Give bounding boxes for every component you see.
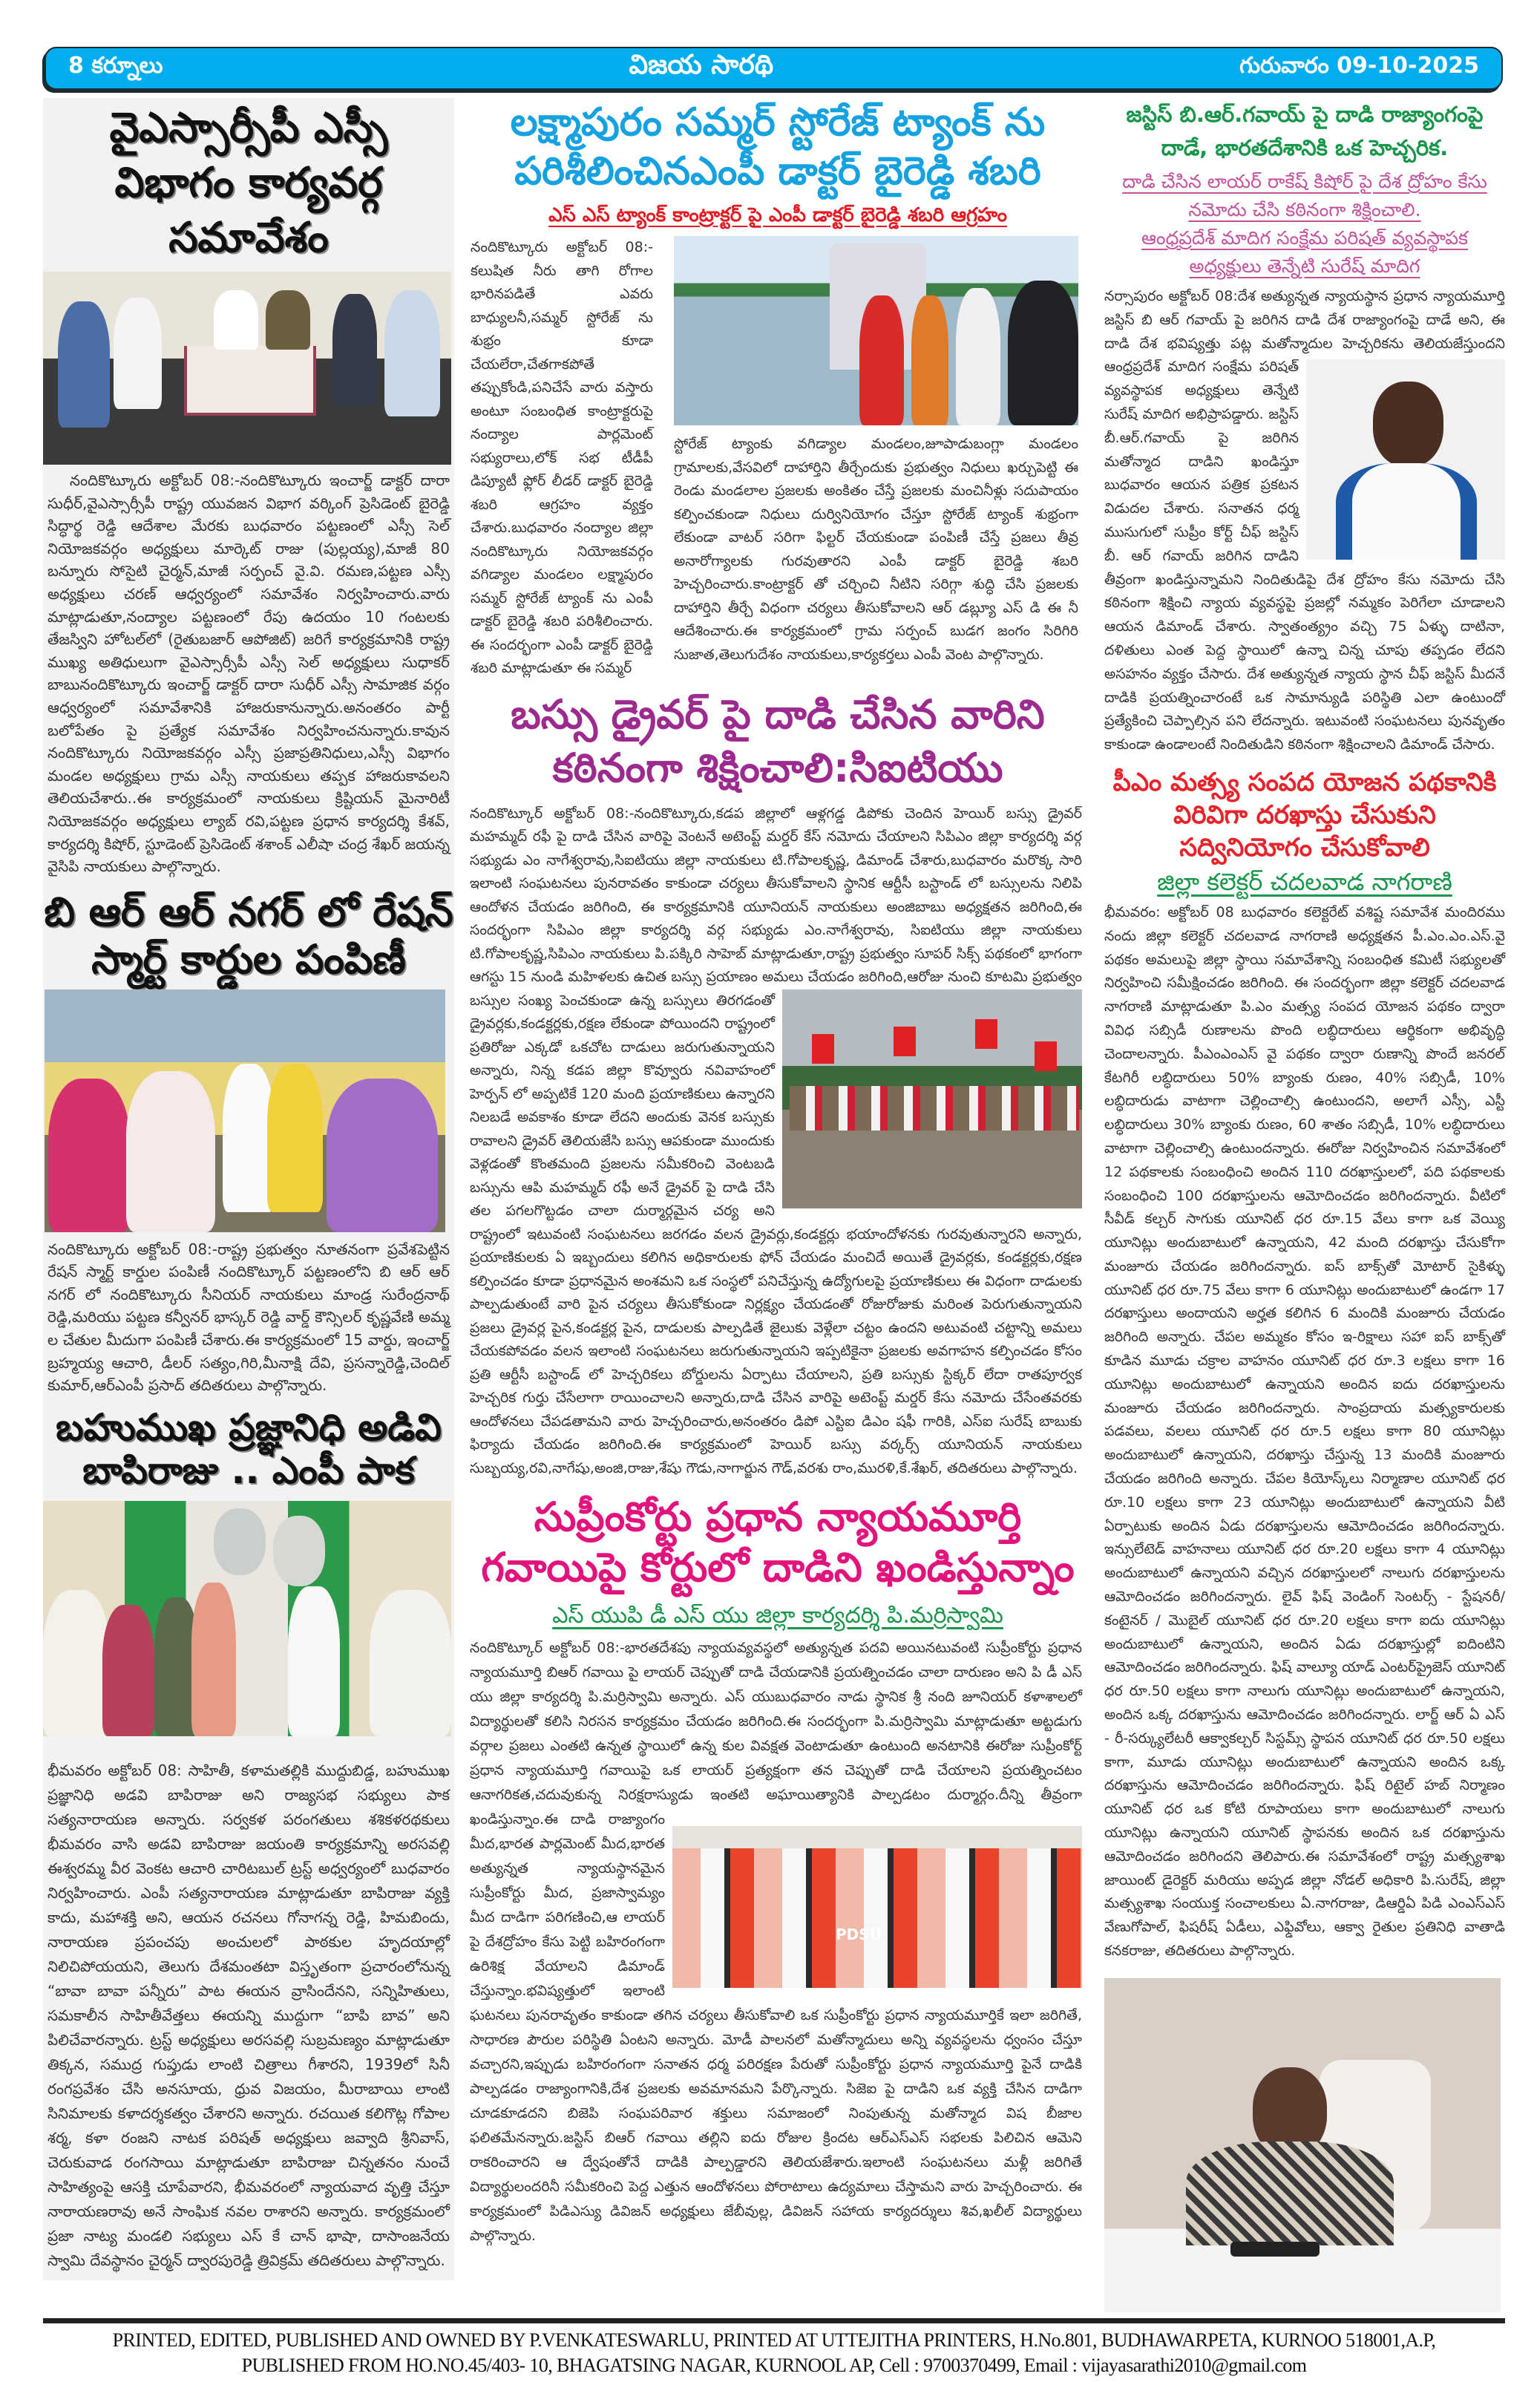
person-figure <box>48 1079 130 1232</box>
person-figure <box>191 1583 236 1736</box>
red-flag <box>894 1027 916 1056</box>
headline-cji-attack-condemn: సుప్రీంకోర్టు ప్రధాన న్యాయమూర్తి గవాయిపై కోర్టులో దాడిని ఖండిస్తున్నాం <box>481 1493 1075 1591</box>
article-tank-body-col1: నందికొట్కూరు అక్టోబర్ 08:-కలుషిత నీరు తాగి రోగాల భారినపడితే ఎవరు బాధ్యులనీ,సమ్మర్ స్టోరేజ్ ను శుభ్రం కూడా చేయలేరా,చేతగాకపోతే తప్పుకోండి,పనిచేసే వారు వస్తారు అంటూ సంబంధిత కాంట్రాక్టరుపై నంద్యాల పార్లమెంట్ సభ్యురాలు,లోక్ సభ టీడీపీ డిప్యూటీ ఫ్లోర్ లీడర్ డాక్టర్ బైరెడ్డి శబరి ఆగ్రహం వ్యక్తం చేశారు.బుధవారం నంద్యాల జిల్లా నందికొట్కూరు నియోజకవర్గం వగిడ్యాల మండలం లక్ష్మాపురం సమ్మర్ స్టోరేజ్ ట్యాంక్ ను ఎంపీ డాక్టర్ బైరెడ్డి శబరి పరిశీలించారు. ఈ సందర్భంగా ఎంపీ డాక్టర్ బైరెడ్డి శబరి మాట్లాడుతూ ఈ సమ్మర్ <box>471 239 653 676</box>
person-figure <box>1008 281 1078 425</box>
article-ysrcp-body: నందికొట్కూరు అక్టోబర్ 08:-నందికొట్కూరు ఇంచార్జ్ డాక్టర్ దారా సుధీర్,వైఎస్సార్సీపీ రాష్ట్ర యువజన విభాగ వర్కింగ్ ప్రెసిడెంట్ బైరెడ్డి సిద్ధార్థ రెడ్డి ఆదేశాల మేరకు బుధవారం పట్టణంలో ఎస్సీ సెల్ నియోజకవర్గం అధ్యక్షులు మార్కెట్ రాజు (పుల్లయ్య),మాజీ 80 బన్నూరు సోసైటి చైర్మన్,మాజీ సర్పంచ్ వై.వి. రమణ,పట్టణ ఎస్సీ అధ్యక్షులు చరణ్ ఆధ్వర్యంలో సమావేశం నిర్వహించారు.వారు మాట్లాడుతూ,నంద్యాల పట్టణంలో రేపు ఉదయం 10 గంటలకు తేజస్విని హోటల్‌లో (రైతుబజార్ ఆపోజిట్) జరిగే కార్యక్రమానికి రాష్ట్ర ముఖ్య అతిధులుగా వైఎస్సార్సీపీ ఎస్సీ సెల్ అధ్యక్షులు సుధాకర్ బాబునందికొట్కూరు ఇంచార్జ్ డాక్టర్ దారా సుధీర్ ఎస్సీ సామాజిక వర్గం ఆధ్వర్యంలో సమావేశానికి హాజరుకానున్నారు.అనంతరం పార్టీ బలోపేతం పై ప్రత్యేక సమావేశం నిర్వహించనున్నారు.కావున నందికొట్కూరు నియోజకవర్గం ఎస్సీ ప్రజాప్రతినిధులు,ఎస్సీ విభాగం మండల అధ్యక్షులు గ్రామ ఎస్సీ నాయకులు తప్పక హాజరుకావలని తెలియచేశారు..ఈ కార్యక్రమంలో నాయకులు క్రిష్టియన్ మైనారిటీ నియోజకవర్గం అధ్యక్షులు ల్యాబ్ రవి,పట్టణ ప్రధాన కార్యదర్శి కేశవ్, కార్యదర్శి కిషోర్, స్టూడెంట్ ప్రెసిడెంట్ శశాంక్ ఎలీషా చంద్ర శేఖర్ జయన్న వైసిపి నాయకులు పాల్గొన్నారు. <box>47 471 450 876</box>
person-figure <box>288 1586 340 1736</box>
person-figure <box>126 1071 215 1232</box>
article-bapiraju-body: భీమవరం అక్టోబర్ 08: సాహితీ, కళామతల్లికి ముద్దుబిడ్డ, బహుముఖ ప్రజ్ఞానిధి అడవి బాపిరాజు అని రాజ్యసభ సభ్యులు పాక సత్యనారాయణ అన్నారు. సర్వకళ పరంగతులు శశికళరథకులు భీమవరం వాసి అడవి బాపిరాజు జయంతి కార్యక్రమాన్ని అరసవల్లి ఈశ్వరమ్మ వీర వెంకట ఆచారి చారిటబుల్ ట్రస్ట్ అధ్వర్యంలో బుధవారం నిర్వహించారు. ఎంపీ సత్యనారాయణ మాట్లాడుతూ బాపిరాజు వ్యక్తి కాదు, మహాశక్తి అని, ఆయన రచనలు గోనాగన్న రెడ్డి, హిమబిందు, నారాయణ ప్రపంచపు అంచులలో పాఠకుల హృదయాల్లో నిలిచిపోయయని, తెలుగు దేశమంతటా విస్తృతంగా ప్రచారంలోనున్న “బావా బావా పన్నీరు” పాట ఈయన వ్రాసిందేనని, సన్నిహితులు, సమకాలీన సాహితీవేత్తలు ఈయన్ని ముద్దుగా “బాపి బావ” అని పిలిచేవారన్నారు. ట్రస్ట్ అధ్యక్షులు అరసవల్లి సుబ్రమణ్యం మాట్లాడుతూ తిక్కన, సముద్ర గుప్తుడు లాంటి చిత్రాలు గీశారని, 1939లో సినీ రంగప్రవేశం చేసి అనసూయ, ధ్రువ విజయం, మీరాబాయి లాంటి సినిమాలకు కళాదర్శకత్వం చేశారని అన్నారు. రచయిత కలిగొట్ల గోపాల శర్మ, కళా రంజని నాటక పరిషత్ అధ్యక్షులు జవ్వాది శ్రీనివాస్, చెరుకువాడ రంగసాయి మాట్లాడుతూ బాపిరాజు చిన్నతనం నుంచే సాహిత్యంపై ఆసక్తి చూపేవారని, భీమవరంలో న్యాయవాద వృత్తి చేస్తూ నారాయణరావు అనే సాంఘిక నవల రాశారని అన్నారు. కార్యక్రమంలో ప్రజా నాట్య మండలి సభ్యులు ఎస్ కే చాన్ భాషా, దాసాంజనేయ స్వామి దేవస్థానం చైర్మన్ ద్వారపురెడ్డి త్రివిక్రమ్ తదితరులు పాల్గొన్నారు. <box>47 1761 450 2269</box>
headline-pmmsy-scheme: పీఎం మత్స్య సంపద యోజన పథకానికి విరివిగా దరఖాస్తు చేసుకుని సద్వినియోగం చేసుకోవాలి <box>1112 767 1497 863</box>
photo-citu-protest <box>782 989 1082 1208</box>
imprint-line-2: PUBLISHED FROM HO.NO.45/403- 10, BHAGATSING NAGAR, KURNOOL AP, Cell : 9700370499, Email : vijayasarathi2010@gmail.com <box>241 2354 1307 2376</box>
subheadline-lawyer-case: దాడి చేసిన లాయర్ రాకేష్ కిషోర్ పై దేశ ద్రోహం కేసు నమోదు చేసి కఠినంగా శిక్షించాలి. <box>1122 171 1487 220</box>
photo-suresh-madiga-portrait <box>1306 359 1505 560</box>
article-tank-columns <box>471 236 1097 681</box>
person-figure <box>956 288 1000 425</box>
photo-ration-card-distribution <box>45 989 445 1232</box>
article-cji-body <box>470 1636 1082 2248</box>
person-figure <box>859 295 904 425</box>
saree-figure <box>1186 2142 1394 2245</box>
subheadline-suresh-madiga: ఆంధ్రప్రదేశ్ మాదిగ సంక్షేమ పరిషత్ వ్యవస్థాపక అధ్యక్షులు తెన్నేటి సురేష్ మాదిగ <box>1141 227 1469 277</box>
person-figure <box>370 1590 451 1736</box>
portrait-painting <box>214 1508 266 1575</box>
subheadline-pdsu-secretary: ఎస్ యుపి డీ ఎస్ యు జిల్లా కార్యదర్శి పి.మర్రిస్వామి <box>552 1603 1003 1629</box>
red-flag <box>975 1019 997 1049</box>
subheadline-tank-contractor: ఎస్ ఎస్ ట్యాంక్ కాంట్రాక్టర్ పై ఎంపీ డాక్టర్ బైరెడ్డి శబరి ఆగ్రహం <box>548 204 1007 226</box>
person-figure <box>114 298 162 409</box>
shirt-with-scarf <box>1336 463 1477 560</box>
pdsu-scarf-text: PDSU <box>836 1926 882 1943</box>
masthead-bar <box>45 47 1503 90</box>
person-figure <box>266 290 310 350</box>
subheadline-collector-nagarani: జిల్లా కలెక్టర్ చదలవాడ నాగరాణి <box>1157 867 1452 896</box>
article-bus-driver-body <box>470 802 1082 1481</box>
photo-storage-tank-inspection <box>674 236 1078 425</box>
person-figure <box>384 290 440 416</box>
headline-ration-cards: బి ఆర్ ఆర్ నగర్ లో రేషన్ స్మార్ట్ కార్డుల పంపిణీ <box>44 888 453 983</box>
person-figure <box>58 301 110 428</box>
photo-collector-meeting <box>1104 1978 1501 2312</box>
headline-bus-driver-attack: బస్సు డ్రైవర్ పై దాడి చేసిన వారిని కఠినంగా శిక్షించాలి:సిఐటియు <box>511 690 1045 791</box>
headline-ysrcp-sc-meeting: వైఎస్సార్సీపీ ఎస్సీ విభాగం కార్యవర్గ సమావేశం <box>109 104 388 262</box>
article-gavai-text: నర్సాపురం అక్టోబర్ 08:దేశ అత్యున్నత న్యాయస్థాన ప్రధాన న్యాయమూర్తి జస్టిస్ బి ఆర్ గవాయ్ పై జరిగిన దాడి దేశ రాజ్యాంగంపై దాడే అని, ఈ దాడి దేశ భవిష్యత్తు పట్ల మతోన్మాదుల హెచ్చరికను తెలియజేస్తుందని ఆంధ్రప్రదేశ్ మాదిగ సంక్షేమ పరిషత్ వ్యవస్థాపక అధ్యక్షులు తెన్నేటి సురేష్ మాదిగ అభిప్రాపడ్డారు. జస్టిస్ బీ.ఆర్.గవాయ్ పై జరిగిన మతోన్మాద దాడిని ఖండిస్తూ బుధవారం ఆయన పత్రిక ప్రకటన విడుదల చేశారు. సనాతన ధర్మ ముసుగులో సుప్రీం కోర్ట్ చీఫ్ జస్టిస్ బీ. ఆర్ గవాయ్ జరిగిన దాడిని తీవ్రంగా ఖండిస్తున్నామని నిందితుడిపై దేశ ద్రోహం కేసు నమోదు చేసి కఠినంగా శిక్షించి న్యాయ వ్యవస్థపై ప్రజల్లో నమ్మకం పెరిగేలా చూడాలని ఆయన డిమాండ్ చేశారు. స్వాతంత్య్రం వచ్చి 75 ఏళ్ళు దాటినా, దళితులు ఎంత పెద్ద స్థాయిలో ఉన్నా చిన్న చూపు తప్పడం లేదని అసహనం వ్యక్తం చేసారు. దేశ అత్యున్నత న్యాయ స్థాన చీఫ్ జస్టిస్ మీదనే దాడికి ప్రయత్నించారంటే ఒక సామాన్యుడి పరిస్థితి ఎలా ఉంటుందో ప్రత్యేకించి చెప్పాల్సిన పని లేదన్నారు. ఇటువంటి సంఘటనలు పునవృతం కాకుండా ఉండాలంటే నిందితుడిని కఠినంగా శిక్షించాలని డిమాండ్ చేసారు. <box>1104 288 1505 753</box>
article-tank-body-col2: స్టోరేజ్ ట్యాంకు వగిడ్యాల మండలం,జూపాడుబంగ్లా మండలం గ్రామాలకు,వేసవిలో దాహార్తిని తీర్చేందుకు ప్రభుత్వం నిధులు ఖర్చుపెట్టి ఈ రెండు మండలాల ప్రజలకు అంకితం చేస్తే ప్రజలకు మంచినీళ్లు సదుపాయం కల్పించకుండా నిధులు దుర్వినియోగం చేస్తూ స్టోరేజ్ ట్యాంక్ శుభ్రంగా లేకుండా వాటర్ సరిగా ఫిల్టర్ చేయకుండా పంపిణీ చేస్తే ప్రజలు తీవ్ర అనారోగ్యాలకు గురవుతారని ఎంపీ డాక్టర్ బైరెడ్డి శబరి హెచ్చరించారు.కాంట్రాక్టర్ తో చర్చించి నీటిని సరిగ్గా శుద్ధి చేసి ప్రజలకు దాహార్తిని తీర్చే విధంగా చర్యలు తీసుకోవాలని ఆర్ డబ్ల్యూ ఎస్ డి ఈ నీ ఆదేశించారు.ఈ కార్యక్రమంలో గ్రామ సర్పంచ్ బుడగ జంగం సిరిగిరి సుజాత,తెలుగుదేశం నాయకులు,కార్యకర్తలు ఎంపీ వెంట పాల్గొన్నారు. <box>674 436 1078 663</box>
columns <box>43 98 1505 2312</box>
protesters-row <box>790 1086 1079 1131</box>
article-ration-cards-body: నందికొట్కూరు అక్టోబర్ 08:-రాష్ట్ర ప్రభుత్వం నూతనంగా ప్రవేశపెట్టిన రేషన్ స్మార్ట్ కార్డుల పంపిణీ నందికొట్కూర్ పట్టణంలోని బి ఆర్ ఆర్ నగర్ లో నందికొట్కూరు సీనియర్ నాయకులు మాండ్ర సురేంద్రనాథ్ రెడ్డి,మరియు పట్టణ కన్వీనర్ భాస్కర్ రెడ్డి వార్డ్ కౌన్సిలర్ కృష్ణవేణి అమ్మ ల చేతుల మీదుగా పంపిణీ చేశారు.ఈ కార్యక్రమంలో 15 వార్డు, ఇంచార్జ్ బ్రహ్మయ్య ఆచారి, డీలర్ సత్యం,గిరి,మీనాక్షి దేవి, ప్రసన్నారెడ్డి,చెందిల్ కుమార్,ఆర్ఎంపీ ప్రసాద్ తదితరులు పాల్గొన్నారు. <box>47 1240 450 1395</box>
person-figure <box>911 295 948 425</box>
portrait-painting <box>273 1516 325 1586</box>
person-figure <box>332 294 377 405</box>
person-figure <box>102 1605 154 1736</box>
table-shape <box>184 346 316 416</box>
article-pmmsy-body: భీమవరం: అక్టోబర్ 08 బుధవారం కలెక్టరేట్ వశిష్ట సమావేశ మందిరము నందు జిల్లా కలెక్టర్ చదలవాడ నాగరాణి అధ్యక్షతన పీ.ఎం.ఎం.ఎస్.వై పథకం అమలుపై జిల్లా స్థాయి సమావేశాన్ని సంబంధిత కమిటీ సభ్యులతో నిర్వహించి సమీక్షించడం జరిగింది. ఈ సందర్భంగా జిల్లా కలెక్టర్ చదలవాడ నాగరాణి మాట్లాడుతూ పి.ఎం మత్స్య సంపద యోజన పథకం ద్వారా వివిధ సబ్సిడీ రుణాలను పొంది లబ్ధిదారులు ఆర్థికంగా అభివృద్ధి చెందాలన్నారు. పీఎంఎంఎస్ వై పథకం ద్వారా రుణాన్ని పొందే జనరల్ కేటగిరీ లబ్ధిదారులు 50% బ్యాంకు రుణం, 40% సబ్సిడీ, 10% లబ్ధిదారుడు వాటాగా చెల్లించాల్సి ఉంటుందని, అలాగే ఎస్సీ, ఎస్టీ లబ్ధిదారులు 30% బ్యాంకు రుణం, 60 శాతం సబ్సిడీ, 10% లబ్ధిదారులు వాటాగా చెల్లించాల్సి ఉంటుందన్నారు. ఈరోజు నిర్వహించిన సమావేశంలో 12 పథకాలకు సంబంధించి అందిన 110 దరఖాస్తులలో, పది పథకాలకు సంబంధించి 100 దరఖాస్తులను ఆమోదించడం జరిగిందన్నారు. వీటిలో సీవీడ్ కల్చర్ సాగుకు యూనిట్ ధర రూ.15 వేలు కాగా ఒక వెయ్యి యూనిట్లు అందుబాటులో ఉన్నాయని, 42 మంది దరఖాస్తు చేసుకోగా మంజూరు చేయడం జరిగిందన్నారు. ఐస్ బాక్స్‌తో మోటార్ సైకిళ్ళు యూనిట్ ధర రూ.75 వేలు కాగా 6 యూనిట్లు అందుబాటులో ఉండగా 17 దరఖాస్తులు అందాయని అర్హత కలిగిన 6 మందికి మంజూరు చేయడం జరిగింది అన్నారు. చేపల అమ్మకం కోసం ఇ-రిక్షాలు సహా ఐస్ బాక్స్‌తో కూడిన మూడు చక్రాల వాహనం యూనిట్ ధర రూ.3 లక్షలు కాగా 16 యూనిట్లు అందుబాటులో ఉన్నాయని అందిన ఐదు దరఖాస్తులను మంజూరు చేయడం జరిగిందన్నారు. సాంప్రదాయ మత్స్యకారులకు పడవలు, వలలు యూనిట్ ధర రూ.5 లక్షలు కాగా 80 యూనిట్లు అందుబాటులో ఉన్నాయని, దరఖాస్తు చేస్తున్న 13 మందికి మంజూరు చేయడం జరిగింది అన్నారు. చేపల కియోస్క్‌లు నిర్మాణాల యూనిట్ ధర రూ.10 లక్షలు కాగా 23 యూనిట్లు అందుబాటులో ఉన్నాయని వీటి ఏర్పాటుకు అందిన ఏడు దరఖాస్తులను ఆమోదించడం జరిగిందన్నారు. ఇన్సులేటెడ్ వాహనాలు యూనిట్ ధర రూ.20 లక్షలు కాగా 4 యూనిట్లు అందుబాటులో ఉన్నాయని వచ్చిన దరఖాస్తులలో నాలుగు దరఖాస్తులను ఆమోదించడం జరిగిందన్నారు. లైవ్ ఫిష్ వెండింగ్ సెంటర్స్ - స్టేషనరీ/కంటైనర్ / మొబైల్ యూనిట్ ధర రూ.20 లక్షలు కాగా ఐదు యూనిట్లు అందుబాటులో ఉన్నాయని, అందిన ఏడు దరఖాస్తుల్లో ఐదింటిని ఆమోదించడం జరిగిందన్నారు. ఫిష్ వాల్యూ యాడ్ ఎంటర్‌ప్రైజెస్ యూనిట్ ధర రూ.50 లక్షలు కాగా నాలుగు యూనిట్లు అందుబాటులో ఉన్నాయని, అందిన ఒక్క దరఖాస్తును ఆమోదించడం జరిగిందన్నారు. లార్జ్ ఆర్ ఏ ఎస్ - రీ-సర్క్యులేటరీ ఆక్వాకల్చర్ సిస్టమ్స్ స్థాపన యూనిట్ ధర రూ.50 లక్షలు కాగా, మూడు యూనిట్లు అందుబాటులో ఉన్నాయని అందిన ఒక్క దరఖాస్తును ఆమోదించడం జరిగిందన్నారు. ఫిష్ రిటైల్ హబ్ నిర్మాణం యూనిట్ ధర ఒక కోటి రూపాయలు కాగా అందుబాటులో నాలుగు యూనిట్లు ఉన్నాయని యూనిట్ స్థాపనకు అందిన ఒక దరఖాస్తును ఆమోదించడం జరిగిందని తెలిపారు.ఈ సమావేశంలో రాష్ట్ర మత్స్యశాఖ జాయింట్ డైరెక్టర్ మరియు అప్పడ జిల్లా నోడల్ అధికారి పి.సురేష్, జిల్లా మత్స్యశాఖ సంయుక్త సంచాలకులు ఏ.నాగరాజు, డిఆర్డిఏ పిడి ఎంఎస్ఎస్ వేణుగోపాల్, ఫిషరీష్ ఏడీలు, ఎఫ్డివోలు, ఆక్వా రైతుల ప్రతినిధి వాతాడి కనకరాజు, తదితరులు పాల్గొన్నారు. <box>1104 903 1505 1959</box>
newspaper-name: విజయ సారథి <box>629 50 774 80</box>
photo-pdsu-students <box>672 1826 1082 1988</box>
page-number-edition: 8 కర్నూలు <box>68 53 163 79</box>
red-flag <box>1035 1041 1057 1071</box>
headline-summer-storage-tank: లక్ష్మాపురం సమ్మర్ స్టోరేజ్ ట్యాంక్ ను పరిశీలించినఎంపీ డాక్టర్ బైరెడ్డి శబరి <box>510 100 1046 194</box>
left-column <box>43 98 454 2280</box>
middle-column <box>459 98 1097 2248</box>
headline-bapiraju: బహుముఖ ప్రజ్ఞానిధి అడివి బాపిరాజు .. ఎంపీ పాక <box>56 1405 442 1492</box>
person-figure <box>327 1079 438 1232</box>
person-figure <box>43 1590 110 1736</box>
photo-bapiraju-jayanthi <box>43 1501 451 1736</box>
article-bus-driver-text: నందికొట్కూర్ అక్టోబర్ 08:-నందికొట్కూరు,కడప జిల్లాలో ఆళ్లగడ్డ డిపోకు చెందిన హెయిర్ బస్సు డ్రైవర్ మహమ్మద్ రఫీ పై దాడి చేసిన వారిపై వెంటనే అటెంప్ట్ మర్డర్ కేస్ నమోదు చేయాలని సిపిఎం జిల్లా కార్యదర్శి వర్గ సభ్యుడు ఎం నాగేశ్వరావు,సిఐటియు జిల్లా నాయకులు టి.గోపాలకృష్ణ, డిమాండ్ చేశారు,బుధవారం మరొక్క సారి ఇలాంటి సంఘటనలు పునరావతం కాకుండా చర్యలు తీసుకోవాలని స్థానిక ఆర్టీసీ బస్టాండ్ లో బస్సులను నిలిపి ఆందోళన చేయడం జరిగింది, ఈ కార్యక్రమానికి యూనియన్ నాయకులు అంజిబాబు అధ్యక్షతన జరిగింది,ఈ సందర్భంగా సిపిఎం జిల్లా కార్యదర్శి వర్గ సభ్యుడు ఎం.నాగేశ్వరావు, సిఐటియు జిల్లా నాయకులు టి.గోపాలకృష్ణ,సిపిఎం నాయకులు పి.పక్కిరి సాహెబ్ మాట్లాడుతూ,రాష్ట్ర ప్రభుత్వం సూపర్ సిక్స్ పథకంలో భాగంగా ఆగస్టు 15 నుండి మహిళలకు ఉచిత బస్సు ప్రయాణం అమలు చేయడం జరిగింది,ఆరోజు నుంచి కూటమి ప్రభుత్వం బస్సుల సంఖ్య పెంచకుండా ఉన్న బస్సులు తిరగడంతో డ్రైవర్లకు,కండక్టర్లకు,రక్షణ లేకుండా పోయిందని రాష్ట్రంలో ప్రతిరోజు ఎక్కడో ఒకచోట దాడులు జరుగుతున్నాయని అన్నారు, నిన్న కడప జిల్లా కొవ్వూరు నవివాహంలో హెర్పన్ లో అప్పటికే 120 మంది ప్రయాణికులు ఉన్నారని నిలబడే అవకాశం కూడా లేదని అందుకు వెనక బస్సుకు రావాలని డ్రైవర్ తెలియజేసి బస్సు ఆపకుండా ముందుకు వెళ్లడంతో కొంతమంది ప్రజలను సమీకరించి వెంటబడి బస్సును ఆపి మహమ్మద్ రఫీ అనే డ్రైవర్ పై దాడి చేసి తల పగలగొట్టడం చాలా దుర్మార్గమైన చర్య అని రాష్ట్రంలో ఇటువంటి సంఘటనలు జరగడం వలన డ్రైవర్లు,కండక్టర్లు భయాందోళనకు గురవుతున్నారని అన్నారు, ప్రయాణికులకు ఏ ఇబ్బందులు కలిగిన అధికారులకు ఫోన్ చేయడం మంచిదే అయితే డ్రైవర్లకు, కండక్టర్లకు,రక్షణ కల్పించడం కూడా ప్రధానమైన అంశమని ఒక సంస్థలో పనిచేస్తున్న ఉద్యోగులపై ప్రయాణికులు ఈ విధంగా దాడులకు పాల్పడుతుంటే వారి పైన చర్యలు తీసుకోకుండా నిర్లక్ష్యం చేయడంతో రోజురోజుకు మరింత పెరుగుతున్నాయని ప్రజలు డ్రైవర్ల పైన,కండక్టర్ల పైన, దాడులకు పాల్పడితే జైలుకు వెళ్లేలా చట్టం ఉందని అటువంటి చట్టాన్ని అమలు చేయకపోవడం వలన ఇలాంటి సంఘటనలు జరుగుతున్నాయని ఇప్పటికైనా ప్రజలకు అవగాహన కల్పించడం కోసం ప్రతి ఆర్టీసీ బస్టాండ్ లో హెచ్చరికలు బోర్డులను ఏర్పాటు చేయాలని, ప్రతి బస్సుకు స్టిక్కర్ లేదా రాతపూర్వక హెచ్చరిక గుర్తు చేసేలాగా రాయించాలని అన్నారు,దాడి చేసిన వారిపై అటెంప్ట్ మర్డర్ కేసు నమోదు చేసేంతవరకు ఆందోళనలు చేపడతామని వారు హెచ్చరించారు,అనంతరం డిపో ఎస్టిఐ డిఎం షఫీ గారికి, ఎస్ఐ సురేష్ బాబుకు ఫిర్యాదు చేయడం జరిగింది.ఈ కార్యక్రమంలో హెయిర్ బస్సు వర్కర్స్ యూనియన్ నాయకులు సుబ్బయ్య,రవి,నాగేషు,అంజి,రాజు,శేషు గౌడు,నాగార్జున గౌడ్,వరశు రాం,మురళి,కే.శేఖర్, తదితరులు పాల్గొన్నారు. <box>470 805 1082 1476</box>
footer-rule <box>43 2318 1505 2323</box>
issue-date: గురువారం 09-10-2025 <box>1239 53 1479 79</box>
person-figure <box>214 290 258 350</box>
face-shape <box>1373 382 1443 467</box>
article-cji-text: నందికొట్కూర్ అక్టోబర్ 08:-భారతదేశపు న్యాయవ్యవస్థలో అత్యున్నత పదవి అయినటువంటి సుప్రీంకోర్టు ప్రధాన న్యాయమూర్తి బిఆర్ గవాయి పై లాయర్ చెప్పుతో దాడి చేయడానికి ప్రయత్నించడం చాలా దారుణం అని పి డీ ఎస్ యు జిల్లా కార్యదర్శి పి.మర్రిస్వామి అన్నారు. ఎస్ యుబుధవారం నాడు స్థానిక శ్రీ నంది జూనియర్ కళాశాలలో విద్యార్థులతో కలిసి నిరసన కార్యక్రమం చేయడం జరిగింది.ఈ సందర్భంగా పి.మర్రిస్వామి మాట్లాడుతూ అట్టడుగు వర్గాల ప్రజలు ఎంతటి ఉన్నత స్థాయిలో ఉన్న కుల వివక్షత వెంటాడుతూ ఉంటుంది అనటానికి ఈరోజు సుప్రీంకోర్ట్ ప్రధాన న్యాయమూర్తి గవాయిపై ఒక లాయర్ ప్రత్యక్షంగా తన చెప్పుతో దాడి చేయాలని ప్రయత్నించటం ఆనాగరికత,చదువుకున్న నిరక్షరాస్యుడు ఇంతటి అఘాయిత్యానికి పాల్పడటం దుర్మార్గం.దీన్ని తీవ్రంగా ఖండిస్తున్నాం.ఈ దాడి రాజ్యాంగం మీద,భారత పార్లమెంట్ మీద,భారత అత్యున్నత న్యాయస్థానమైన సుప్రీంకోర్టు మీద, ప్రజాస్వామ్యం మీద దాడిగా పరిగణించి,ఆ లాయర్ పై దేశద్రోహం కేసు పెట్టి బహిరంగంగా ఉరిశిక్ష వేయాలని డిమాండ్ చేస్తున్నాం.భవిష్యత్తులో ఇలాంటి ఘటనలు పునరావృతం కాకుండా తగిన చర్యలు తీసుకోవాలి ఒక సుప్రీంకోర్టు ప్రధాన న్యాయమూర్తికే ఇలా జరిగితే, సాధారణ పౌరుల పరిస్థితి ఏంటని అన్నారు. మోడీ పాలనలో మతోన్మాదులు అన్ని వ్యవస్థలను ధ్వంసం చేస్తూ వచ్చారని,ఇప్పుడు బహిరంగంగా సనాతన ధర్మ పరిరక్షణ పేరుతో సుప్రీంకోర్టు ప్రధాన న్యాయమూర్తి పైనే దాడికి పాల్పడడం రాజ్యాంగానికి,దేశ ప్రజలకు అవమానమని పేర్కొన్నారు. సిజెఐ పై దాడిని ఒక వ్యక్తి చేసిన దాడిగా చూడకూడదని బిజెపి సంఘపరివార శక్తులు సమాజంలో నింపుతున్న మతోన్మాద విష బీజాల ఫలితమేనన్నారు.జస్టిస్ బిఆర్ గవాయి తల్లిని ఐదు రోజుల క్రిందట ఆర్ఎస్ఎస్ సభలకు పిలిచిన ఆమెని రాకరించారని ఆ ద్వేషంతోనే దాడికి పాల్పడ్డారని తెలియజేశారు.ఇలాంటి సంఘటనలు మళ్లీ జరిగితే విద్యార్థులందరినీ సమీకరించి పెద్ద ఎత్తున ఆందోళనలు పోరాటాలు ఉద్యమాలు చేస్తామని వారు హెచ్చరించారు. ఈ కార్యక్రమంలో పిడిఎస్యు డివిజన్ అధ్యక్షులు జేబీవుల్ల, డివిజన్ సహాయ కార్యదర్శులు శివ,ఖలీల్ విద్యార్థులు పాల్గొన్నారు. <box>470 1640 1082 2244</box>
person-figure <box>267 1064 323 1212</box>
article-tank-col2 <box>674 236 1078 667</box>
imprint-line-1: PRINTED, EDITED, PUBLISHED AND OWNED BY P.VENKATESWARLU, PRINTED AT UTTEJITHA PRINTERS, H.No.801, BUDHAWARPETA, KURNOO 518001,A.P, <box>112 2329 1436 2351</box>
red-flag <box>812 1034 834 1064</box>
microphone-base <box>1230 2242 1320 2257</box>
students-group <box>672 1848 1082 1988</box>
right-column <box>1104 98 1505 2312</box>
headline-justice-gavai-attack: జస్టిస్ బి.ఆర్.గవాయ్ పై దాడి రాజ్యాంగంపై దాడే, భారతదేశానికి ఒక హెచ్చరిక. <box>1126 102 1484 160</box>
article-gavai-body <box>1104 285 1505 757</box>
photo-party-meeting <box>43 272 451 465</box>
